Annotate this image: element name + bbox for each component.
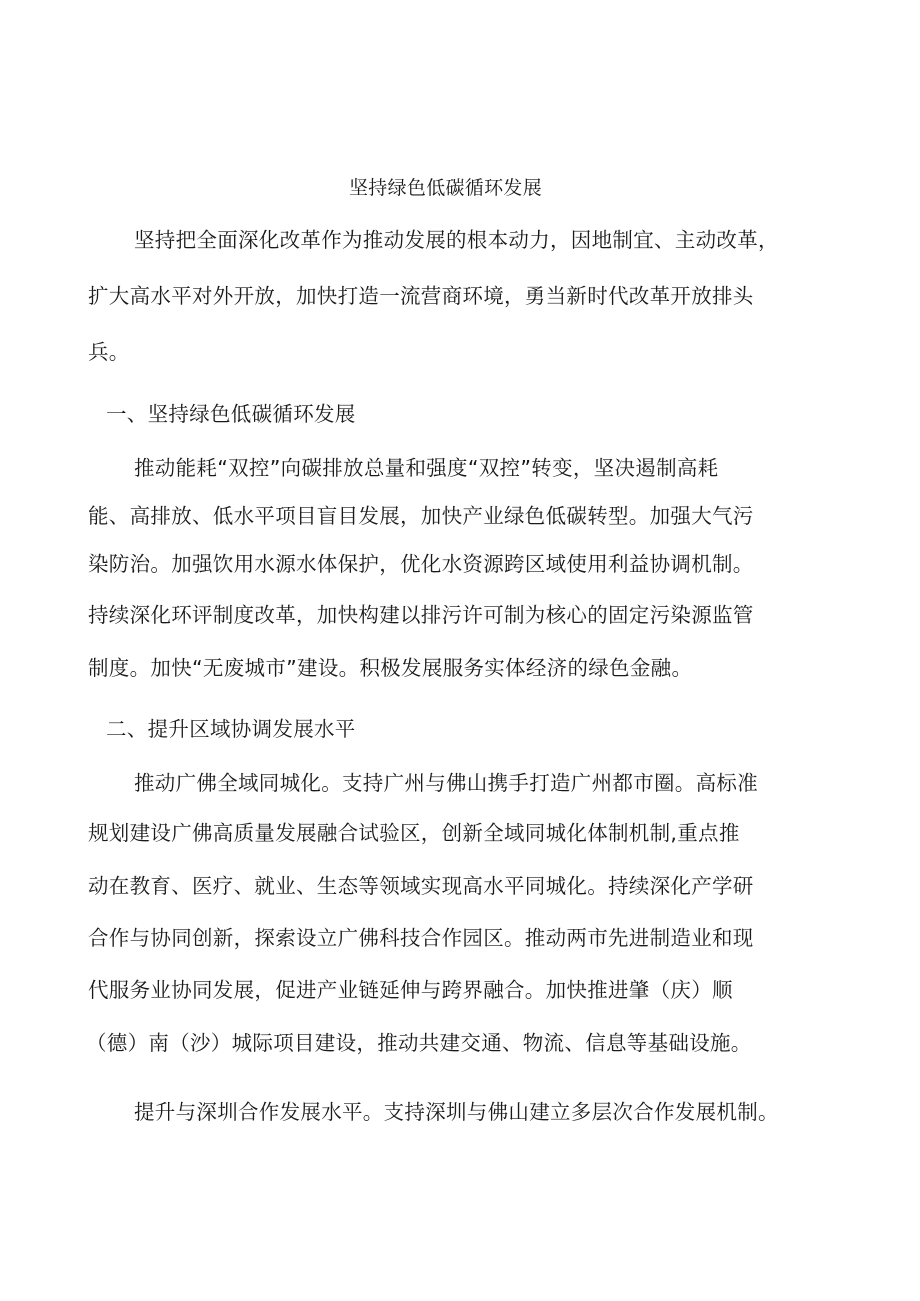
paragraph-line: 推动能耗“双控”向碳排放总量和强度“双控”转变，坚决遏制高耗 <box>134 456 719 480</box>
paragraph-line: 合作与协同创新，探索设立广佛科技合作园区。推动两市先进制造业和现 <box>88 926 754 950</box>
paragraph-line: 推动广佛全域同城化。支持广州与佛山携手打造广州都市圈。高标准 <box>134 771 758 795</box>
paragraph-line: 染防治。加强饮用水源水体保护，优化水资源跨区域使用利益协调机制。 <box>88 552 754 576</box>
paragraph-line: 扩大高水平对外开放，加快打造一流营商环境，勇当新时代改革开放排头 <box>88 284 754 308</box>
paragraph-shenzhen: 提升与深圳合作发展水平。支持深圳与佛山建立多层次合作发展机制。 <box>134 1100 779 1124</box>
paragraph-line: 坚持把全面深化改革作为推动发展的根本动力，因地制宜、主动改革， <box>134 228 779 252</box>
paragraph-line: 动在教育、医疗、就业、生态等领域实现高水平同城化。持续深化产学研 <box>88 874 754 898</box>
paragraph-line: 持续深化环评制度改革，加快构建以排污许可制为核心的固定污染源监管 <box>88 603 754 627</box>
paragraph-line: （德）南（沙）城际项目建设，推动共建交通、物流、信息等基础设施。 <box>86 1031 752 1055</box>
paragraph-line: 能、高排放、低水平项目盲目发展，加快产业绿色低碳转型。加强大气污 <box>88 504 754 528</box>
section-heading-1: 一、坚持绿色低碳循环发展 <box>106 402 356 426</box>
paragraph-line: 规划建设广佛高质量发展融合试验区，创新全域同城化体制机制,重点推 <box>88 821 740 845</box>
paragraph-line: 代服务业协同发展，促进产业链延伸与跨界融合。加快推进肇（庆）顺 <box>88 978 733 1002</box>
paragraph-line: 制度。加快“无废城市”建设。积极发展服务实体经济的绿色金融。 <box>88 656 693 680</box>
section-heading-2: 二、提升区域协调发展水平 <box>106 717 356 741</box>
paragraph-line: 兵。 <box>88 340 130 364</box>
document-title: 坚持绿色低碳循环发展 <box>349 177 543 199</box>
